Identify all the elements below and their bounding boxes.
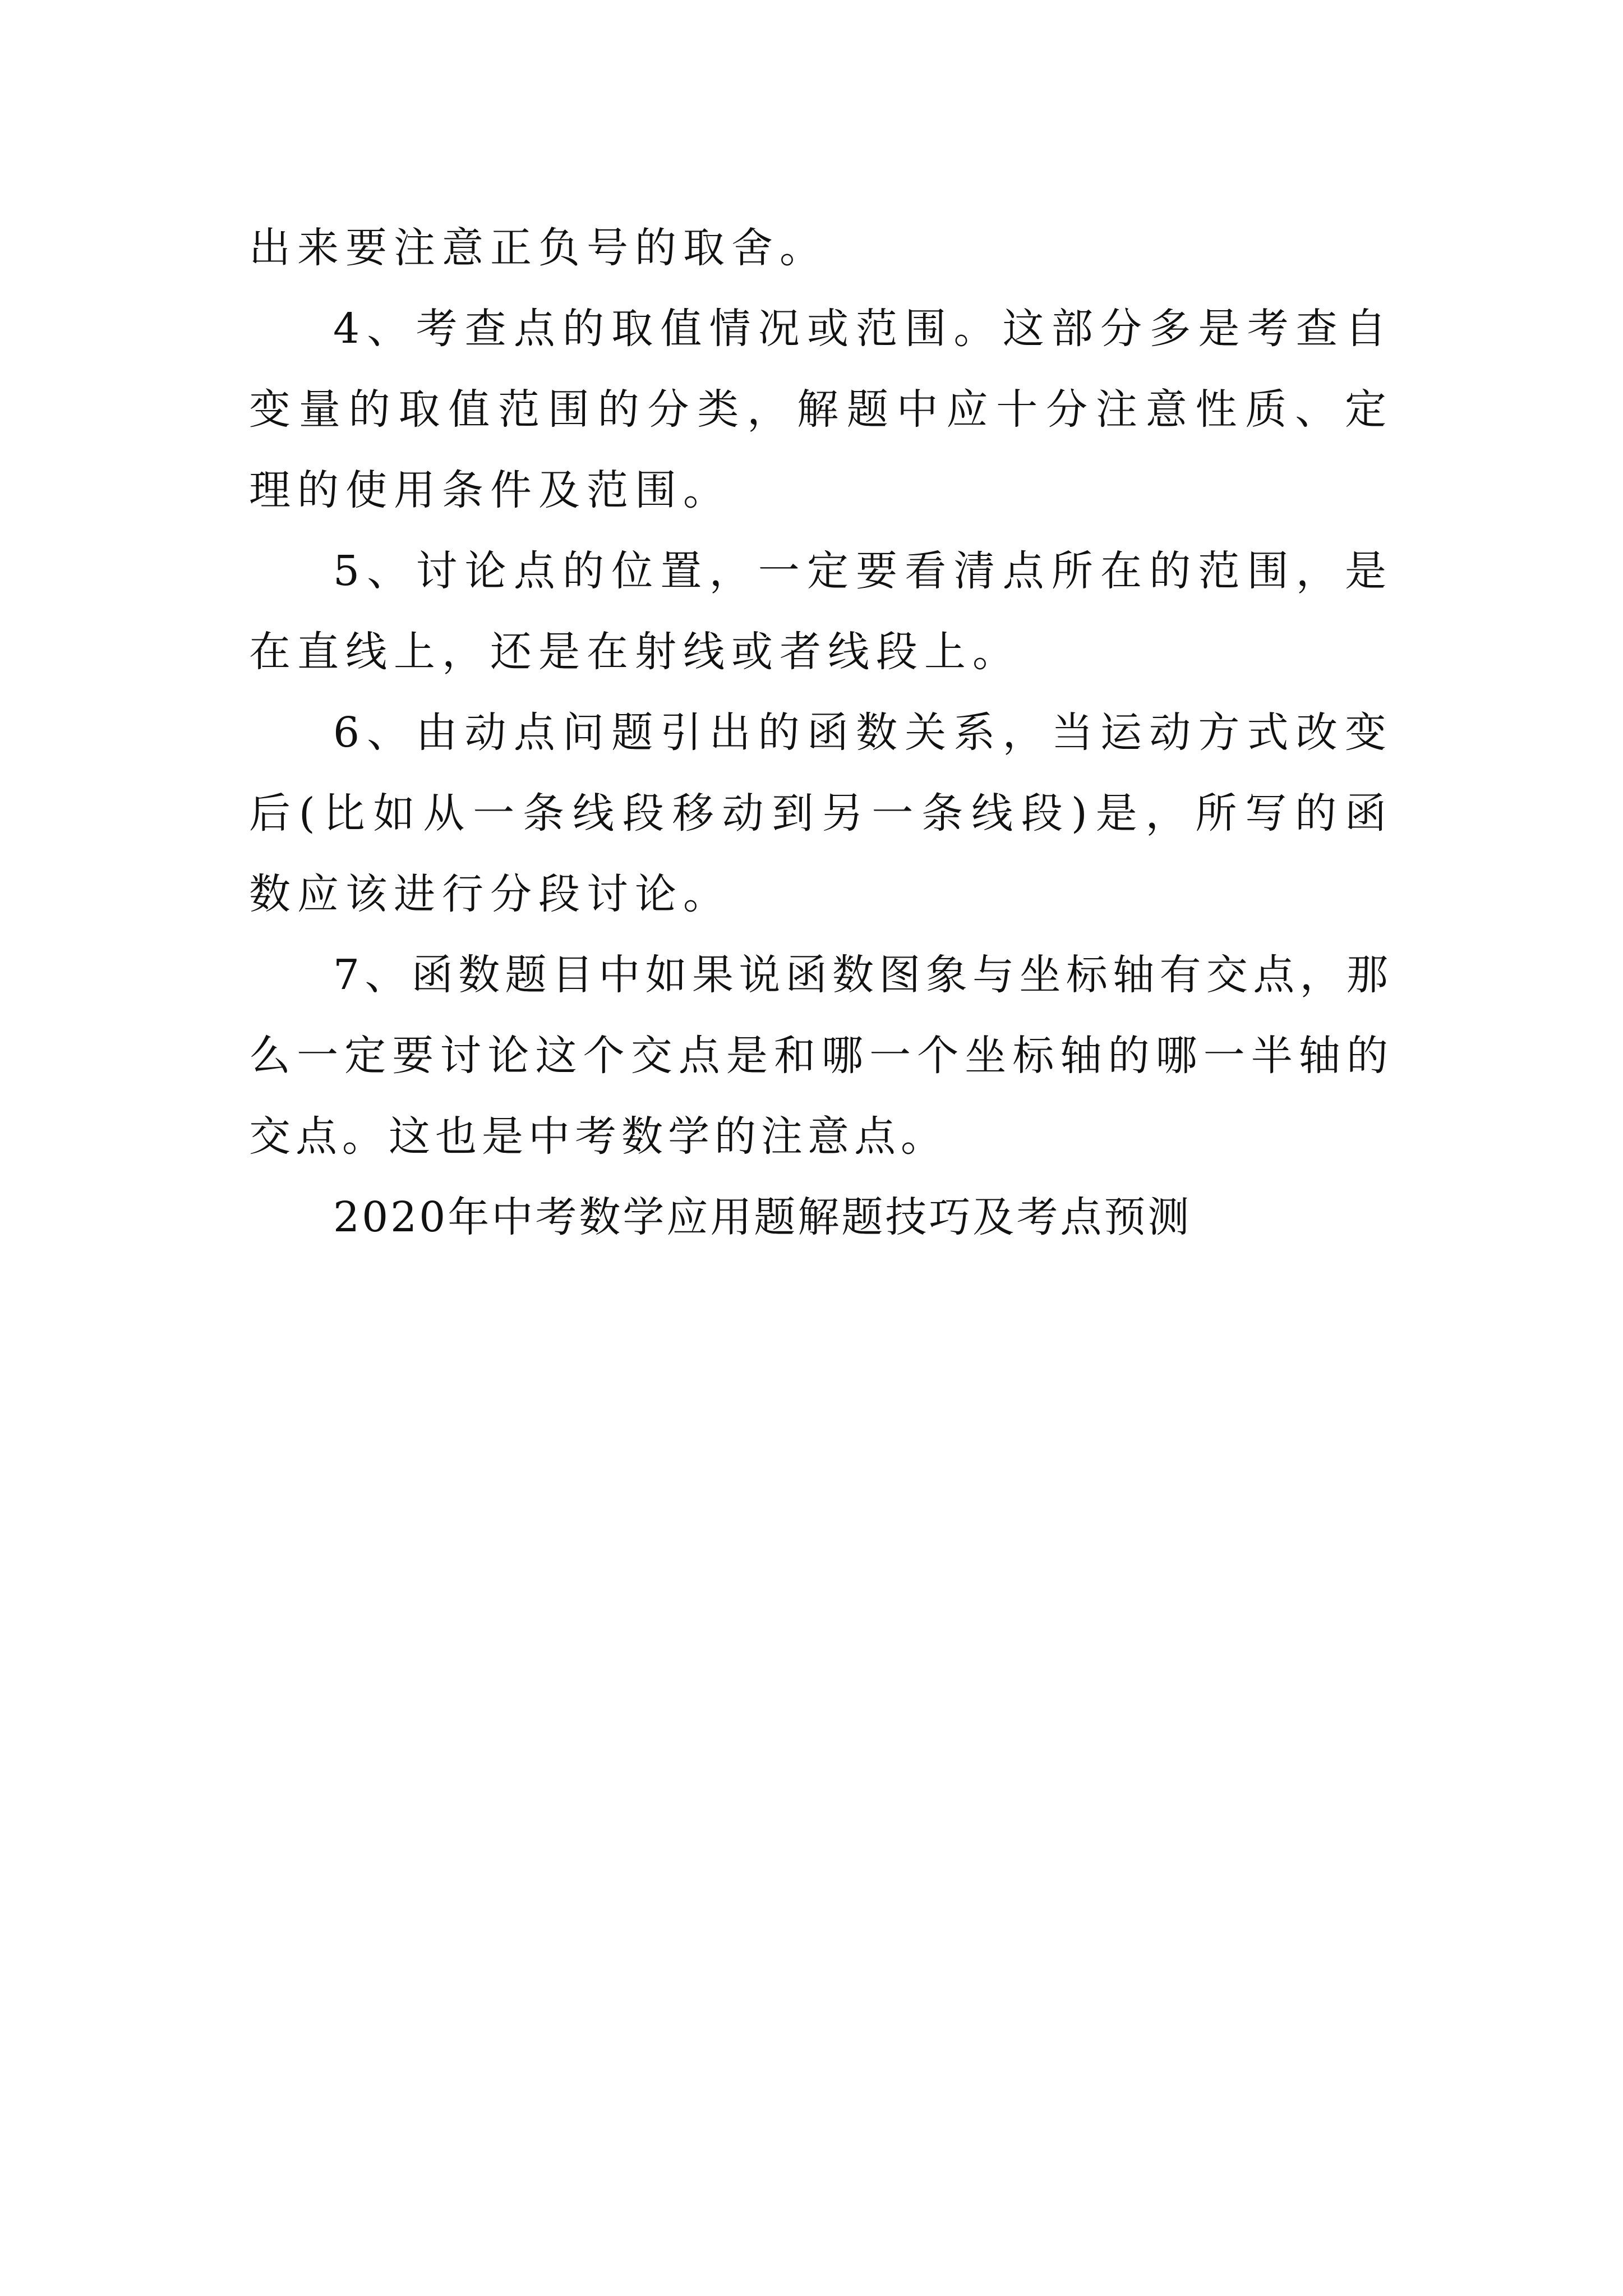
section-heading: 2020年中考数学应用题解题技巧及考点预测 bbox=[333, 1193, 1192, 1241]
paragraph-point-5: 5、讨论点的位置，一定要看清点所在的范围，是在直线上，还是在射线或者线段上。 bbox=[249, 547, 1393, 676]
paragraph-continuation: 出来要注意正负号的取舍。 bbox=[249, 224, 828, 272]
paragraph-point-7: 7、函数题目中如果说函数图象与坐标轴有交点，那么一定要讨论这个交点是和哪一个坐标轴的哪一半轴的交点。这也是中考数学的注意点。 bbox=[249, 951, 1393, 1161]
paragraph-point-6: 6、由动点问题引出的函数关系，当运动方式改变后(比如从一条线段移动到另一条线段)是，所写的函数应该进行分段讨论。 bbox=[249, 708, 1393, 918]
paragraph-point-4: 4、考查点的取值情况或范围。这部分多是考查自变量的取值范围的分类，解题中应十分注意性质、定理的使用条件及范围。 bbox=[249, 305, 1393, 514]
document-body bbox=[249, 208, 1393, 1258]
